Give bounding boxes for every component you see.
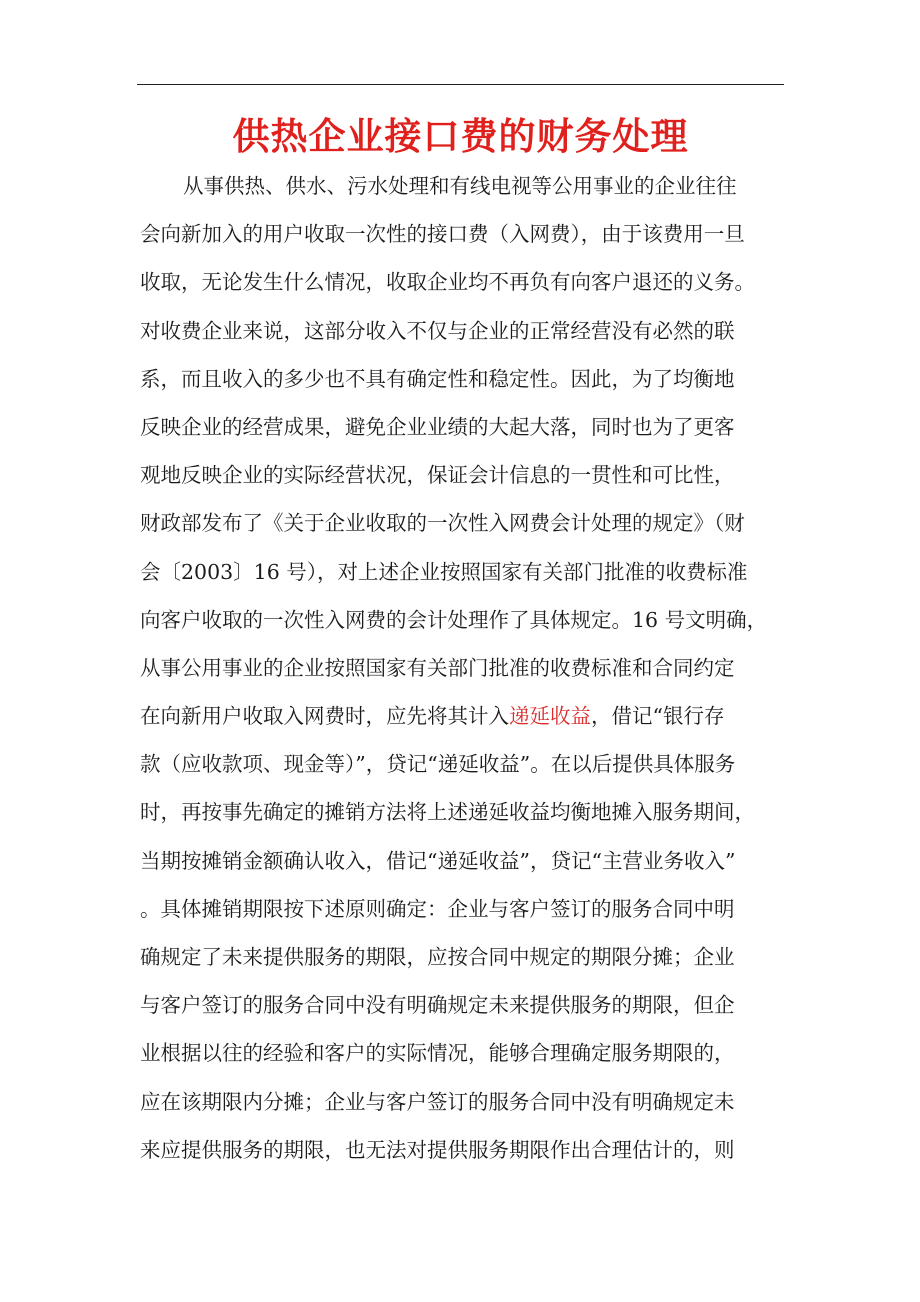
body-paragraph <box>140 162 790 1174</box>
text-line: 反映企业的经营成果，避免企业业绩的大起大落，同时也为了更客 <box>140 414 735 439</box>
text-line: 来应提供服务的期限，也无法对提供服务期限作出合理估计的，则 <box>140 1137 735 1162</box>
text-line: 与客户签订的服务合同中没有明确规定未来提供服务的期限，但企 <box>140 993 735 1018</box>
document-title: 供热企业接口费的财务处理 <box>232 115 689 158</box>
text-line: 对收费企业来说，这部分收入不仅与企业的正常经营没有必然的联 <box>140 318 735 343</box>
text-line: 款（应收款项、现金等）”，贷记“递延收益”。在以后提供具体服务 <box>140 752 736 777</box>
text-line: 收取，无论发生什么情况，收取企业均不再负有向客户退还的义务。 <box>140 270 755 295</box>
text-line: 时，再按事先确定的摊销方法将上述递延收益均衡地摊入服务期间， <box>140 800 755 825</box>
text-line: 从事公用事业的企业按照国家有关部门批准的收费标准和合同约定 <box>140 655 735 680</box>
deferred-revenue-link[interactable]: 递延收益 <box>509 704 591 729</box>
text-line: 财政部发布了《关于企业收取的一次性入网费会计处理的规定》（财 <box>140 511 745 536</box>
header-rule <box>137 84 784 85</box>
text-line: 应在该期限内分摊；企业与客户签订的服务合同中没有明确规定未 <box>140 1089 735 1114</box>
text-line: 从事供热、供水、污水处理和有线电视等公用事业的企业往往 <box>183 174 737 198</box>
text-line-with-link <box>140 692 790 740</box>
text-line: 会〔2003〕16 号），对上述企业按照国家有关部门批准的收费标准 <box>140 559 748 584</box>
text-line: 当期按摊销金额确认收入，借记“递延收益”，贷记“主营业务收入” <box>140 848 736 873</box>
text-line: 。具体摊销期限按下述原则确定：企业与客户签订的服务合同中明 <box>140 896 735 921</box>
text-segment: ，借记“银行存 <box>591 704 725 729</box>
text-line: 确规定了未来提供服务的期限，应按合同中规定的期限分摊；企业 <box>140 945 735 969</box>
text-line: 系，而且收入的多少也不具有确定性和稳定性。因此，为了均衡地 <box>140 366 735 391</box>
text-line: 会向新加入的用户收取一次性的接口费（入网费），由于该费用一旦 <box>140 222 745 247</box>
text-line: 向客户收取的一次性入网费的会计处理作了具体规定。16 号文明确， <box>140 607 768 632</box>
text-line: 观地反映企业的实际经营状况，保证会计信息的一贯性和可比性， <box>140 463 735 488</box>
text-segment: 在向新用户收取入网费时，应先将其计入 <box>140 704 509 729</box>
text-line: 业根据以往的经验和客户的实际情况，能够合理确定服务期限的， <box>140 1041 735 1066</box>
